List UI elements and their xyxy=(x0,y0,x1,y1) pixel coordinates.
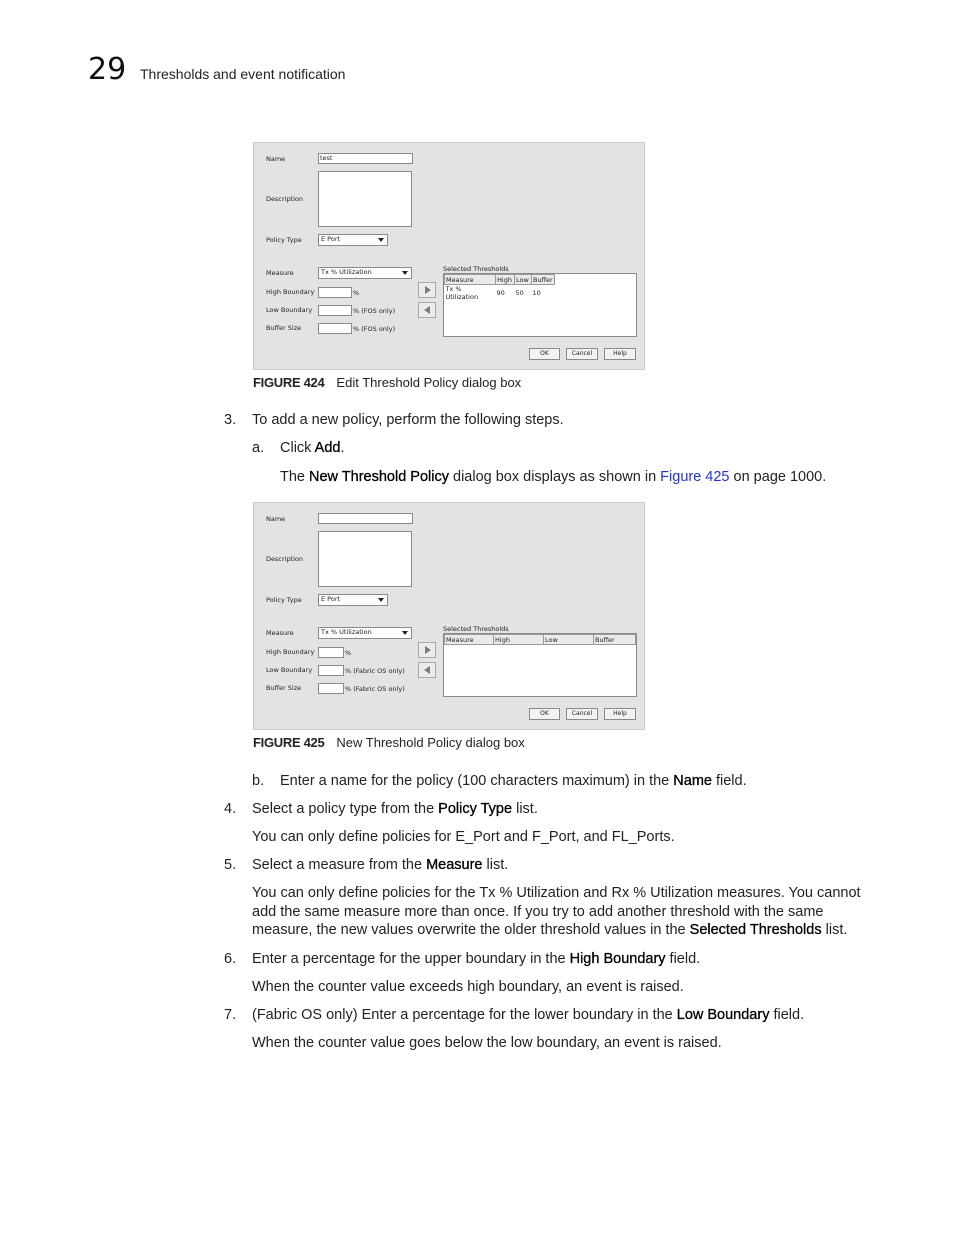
high-boundary-field[interactable] xyxy=(318,287,352,298)
ui-term: Policy Type xyxy=(438,801,513,817)
column-header-low[interactable]: Low xyxy=(515,275,532,285)
buffer-size-unit: % (Fabric OS only) xyxy=(345,685,405,693)
substep-number: b. xyxy=(252,773,265,789)
text-run: measure, the new values overwrite the older threshold values in the xyxy=(252,922,690,938)
text-run: field. xyxy=(711,773,747,789)
text-run: dialog box displays as shown in xyxy=(448,469,661,485)
remove-threshold-button[interactable] xyxy=(418,302,436,318)
name-field[interactable]: test xyxy=(318,153,413,164)
text-run: . xyxy=(340,440,345,456)
figure-title: Edit Threshold Policy dialog box xyxy=(336,375,522,390)
column-header-low[interactable]: Low xyxy=(544,635,594,645)
step-number: 3. xyxy=(224,412,237,428)
help-button[interactable]: Help xyxy=(604,348,636,360)
column-header-measure[interactable]: Measure xyxy=(445,275,496,285)
step-text xyxy=(252,800,538,818)
cancel-button[interactable]: Cancel xyxy=(566,348,598,360)
buffer-size-label: Buffer Size xyxy=(266,684,302,692)
text-run: Select a policy type from the xyxy=(252,801,439,817)
policy-type-select[interactable] xyxy=(318,234,388,246)
description-label: Description xyxy=(266,195,304,203)
description-field[interactable] xyxy=(318,171,412,227)
paragraph: When the counter value goes below the low boundary, an event is raised. xyxy=(252,1035,722,1051)
text-run: The xyxy=(280,469,310,485)
column-header-buffer[interactable]: Buffer xyxy=(533,275,553,284)
text-run: Select a measure from the xyxy=(252,857,427,873)
paragraph: You can only define policies for E_Port and F_Port, and FL_Ports. xyxy=(252,829,675,845)
step-text xyxy=(252,856,508,874)
arrow-right-icon xyxy=(425,646,431,654)
buffer-size-field[interactable] xyxy=(318,323,352,334)
chapter-title: Thresholds and event notification xyxy=(140,66,346,82)
text-run: list. xyxy=(821,922,848,938)
arrow-left-icon xyxy=(424,306,430,314)
ok-button[interactable]: OK xyxy=(529,348,560,360)
low-boundary-label: Low Boundary xyxy=(266,666,313,674)
figure-link[interactable]: Figure 425 xyxy=(660,469,730,485)
add-threshold-button[interactable] xyxy=(418,642,436,658)
step-number: 6. xyxy=(224,951,237,967)
selected-thresholds-label: Selected Thresholds xyxy=(443,265,509,273)
text-run: (Fabric OS only) Enter a percentage for the lower boundary in the xyxy=(252,1007,677,1023)
text-run: Click xyxy=(280,440,315,456)
edit-threshold-policy-dialog xyxy=(253,142,645,370)
text-run: field. xyxy=(769,1007,805,1023)
step-number: 4. xyxy=(224,801,237,817)
measure-select[interactable] xyxy=(318,267,412,279)
cell-high: 90 xyxy=(496,289,505,297)
figure-caption xyxy=(253,735,525,750)
step-text xyxy=(252,1006,804,1024)
policy-type-label: Policy Type xyxy=(266,236,302,244)
text-run: list. xyxy=(512,801,538,817)
policy-type-select[interactable] xyxy=(318,594,388,606)
measure-label: Measure xyxy=(266,629,294,637)
step-text: To add a new policy, perform the following steps. xyxy=(252,412,564,428)
text-run: Enter a percentage for the upper boundary in the xyxy=(252,951,570,967)
chevron-down-icon xyxy=(402,631,408,635)
table-header-row xyxy=(445,635,636,645)
substep-text xyxy=(280,772,747,790)
text-run: on page 1000. xyxy=(729,469,827,485)
chapter-number: 29 xyxy=(88,52,127,87)
step-number: 7. xyxy=(224,1007,237,1023)
remove-threshold-button[interactable] xyxy=(418,662,436,678)
selected-thresholds-label: Selected Thresholds xyxy=(443,625,509,633)
substep-number: a. xyxy=(252,440,265,456)
measure-value: Tx % Utilization xyxy=(321,268,372,276)
low-boundary-unit: % (FOS only) xyxy=(353,307,396,315)
ui-term: Low Boundary xyxy=(676,1007,770,1023)
name-label: Name xyxy=(266,515,286,523)
new-threshold-policy-dialog xyxy=(253,502,645,730)
arrow-left-icon xyxy=(424,666,430,674)
chevron-down-icon xyxy=(402,271,408,275)
text-run: field. xyxy=(665,951,701,967)
paragraph-line xyxy=(252,921,847,939)
figure-label: FIGURE 424 xyxy=(253,375,325,390)
ui-term: New Threshold Policy xyxy=(309,469,449,485)
column-header-high[interactable]: High xyxy=(496,275,515,285)
step-number: 5. xyxy=(224,857,237,873)
cell-low: 50 xyxy=(515,289,524,297)
low-boundary-field[interactable] xyxy=(318,305,352,316)
paragraph: When the counter value exceeds high boundary, an event is raised. xyxy=(252,979,684,995)
substep-text xyxy=(280,439,345,457)
figure-label: FIGURE 425 xyxy=(253,735,325,750)
paragraph-line: You can only define policies for the Tx % Utilization and Rx % Utilization measures. You cannot xyxy=(252,885,861,901)
table-header-row xyxy=(445,275,555,285)
high-boundary-field[interactable] xyxy=(318,647,344,658)
low-boundary-unit: % (Fabric OS only) xyxy=(345,667,405,675)
figure-caption xyxy=(253,375,521,390)
text-run: list. xyxy=(482,857,509,873)
chevron-down-icon xyxy=(378,238,384,242)
ui-term: Name xyxy=(673,773,712,789)
high-boundary-label: High Boundary xyxy=(266,648,315,656)
text-run: Enter a name for the policy (100 characters maximum) in the xyxy=(280,773,674,789)
high-boundary-label: High Boundary xyxy=(266,288,315,296)
cell-buffer: 10 xyxy=(532,289,541,297)
ui-term: Selected Thresholds xyxy=(689,922,822,938)
arrow-right-icon xyxy=(425,286,431,294)
paragraph xyxy=(280,468,826,486)
policy-type-value: E Port xyxy=(321,595,341,603)
measure-label: Measure xyxy=(266,269,294,277)
name-label: Name xyxy=(266,155,286,163)
ui-term: Add xyxy=(314,440,341,456)
selected-thresholds-table[interactable] xyxy=(443,633,637,697)
column-header-measure[interactable]: Measure xyxy=(445,635,494,645)
name-field[interactable] xyxy=(318,513,413,524)
high-boundary-unit: % xyxy=(345,649,352,657)
ok-button[interactable]: OK xyxy=(529,708,560,720)
policy-type-label: Policy Type xyxy=(266,596,302,604)
ui-term: Measure xyxy=(426,857,483,873)
measure-value: Tx % Utilization xyxy=(321,628,372,636)
chevron-down-icon xyxy=(378,598,384,602)
selected-thresholds-table[interactable] xyxy=(443,273,637,337)
ui-term: High Boundary xyxy=(569,951,666,967)
measure-select[interactable] xyxy=(318,627,412,639)
step-text xyxy=(252,950,700,968)
figure-title: New Threshold Policy dialog box xyxy=(336,735,525,750)
cancel-button[interactable]: Cancel xyxy=(566,708,598,720)
cell-measure: Tx % Utilization xyxy=(445,285,479,301)
buffer-size-field[interactable] xyxy=(318,683,344,694)
buffer-size-unit: % (FOS only) xyxy=(353,325,396,333)
paragraph-line: add the same measure more than once. If you try to add another threshold with the same xyxy=(252,904,824,920)
description-field[interactable] xyxy=(318,531,412,587)
policy-type-value: E Port xyxy=(321,235,341,243)
add-threshold-button[interactable] xyxy=(418,282,436,298)
high-boundary-unit: % xyxy=(353,289,360,297)
description-label: Description xyxy=(266,555,304,563)
buffer-size-label: Buffer Size xyxy=(266,324,302,332)
low-boundary-field[interactable] xyxy=(318,665,344,676)
table-row[interactable] xyxy=(445,285,555,302)
column-header-buffer[interactable]: Buffer xyxy=(594,635,636,645)
help-button[interactable]: Help xyxy=(604,708,636,720)
column-header-high[interactable]: High xyxy=(494,635,544,645)
low-boundary-label: Low Boundary xyxy=(266,306,313,314)
